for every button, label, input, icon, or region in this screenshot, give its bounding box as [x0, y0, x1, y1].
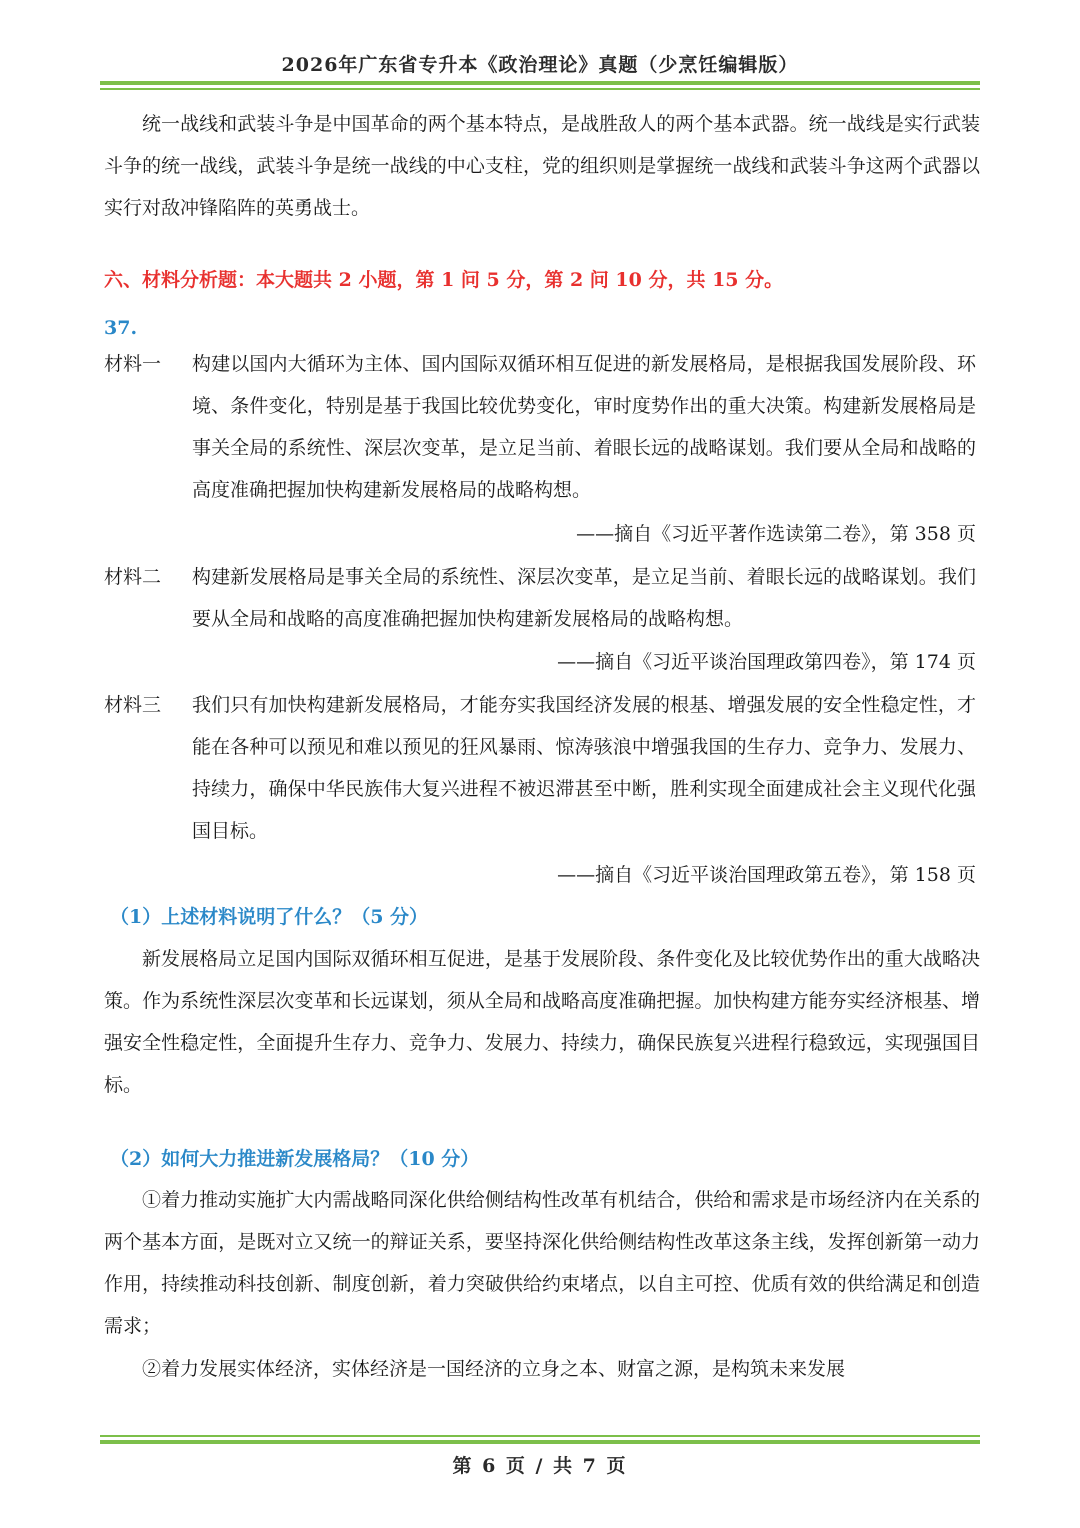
- page-header-title: 2026年广东省专升本《政治理论》真题（少烹饪编辑版）: [281, 54, 799, 76]
- sub-question-1-title: （1）上述材料说明了什么？（5 分）: [110, 906, 429, 928]
- sub-question-2-title: （2）如何大力推进新发展格局？（10 分）: [110, 1148, 480, 1170]
- material-3-source: ——摘自《习近平谈治国理政第五卷》，第 158 页: [557, 864, 976, 886]
- material-1-text: 构建以国内大循环为主体、国内国际双循环相互促进的新发展格局，是根据我国发展阶段、环境、条件变化，特别是基于我国比较优势变化，审时度势作出的重大决策。构建新发展格局是事关全局的系统性、深层次变革，是立足当前、着眼长远的战略谋划。我们要从全局和战略的高度准确把握加快构建新发展格局的战略构想。: [192, 353, 976, 501]
- page-number-footer: 第 6 页 / 共 7 页: [452, 1455, 628, 1477]
- footer-rule-thick: [100, 1440, 980, 1444]
- material-1-source: ——摘自《习近平著作选读第二卷》，第 358 页: [576, 523, 976, 545]
- question-number: 37.: [104, 317, 138, 339]
- sub-question-1-answer: 新发展格局立足国内国际双循环相互促进，是基于发展阶段、条件变化及比较优势作出的重大战略决策。作为系统性深层次变革和长远谋划，须从全局和战略高度准确把握。加快构建方能夯实经济根基、增强安全性稳定性，全面提升生存力、竞争力、发展力、持续力，确保民族复兴进程行稳致远，实现强国目标。: [104, 948, 980, 1096]
- header-rule-thin: [100, 88, 980, 90]
- sub-question-2-point-2: ②着力发展实体经济，实体经济是一国经济的立身之本、财富之源，是构筑未来发展: [142, 1358, 846, 1380]
- material-1-label: 材料一: [104, 353, 162, 375]
- material-3-label: 材料三: [104, 694, 162, 716]
- header-rule-thick: [100, 81, 980, 85]
- footer-rule-thin: [100, 1435, 980, 1437]
- material-2-source: ——摘自《习近平谈治国理政第四卷》，第 174 页: [557, 651, 976, 673]
- material-3-text: 我们只有加快构建新发展格局，才能夯实我国经济发展的根基、增强发展的安全性稳定性，才能在各种可以预见和难以预见的狂风暴雨、惊涛骇浪中增强我国的生存力、竞争力、发展力、持续力，确保中华民族伟大复兴进程不被迟滞甚至中断，胜利实现全面建成社会主义现代化强国目标。: [192, 694, 976, 842]
- sub-question-2-point-1: ①着力推动实施扩大内需战略同深化供给侧结构性改革有机结合，供给和需求是市场经济内在关系的两个基本方面，是既对立又统一的辩证关系，要坚持深化供给侧结构性改革这条主线，发挥创新第一动力作用，持续推动科技创新、制度创新，着力突破供给约束堵点，以自主可控、优质有效的供给满足和创造需求；: [104, 1189, 980, 1337]
- material-2-label: 材料二: [104, 566, 162, 588]
- section-heading: 六、材料分析题：本大题共 2 小题，第 1 问 5 分，第 2 问 10 分，共 15 分。: [104, 269, 784, 291]
- intro-paragraph: 统一战线和武装斗争是中国革命的两个基本特点，是战胜敌人的两个基本武器。统一战线是实行武装斗争的统一战线，武装斗争是统一战线的中心支柱，党的组织则是掌握统一战线和武装斗争这两个武器以实行对敌冲锋陷阵的英勇战士。: [104, 113, 980, 219]
- material-2-text: 构建新发展格局是事关全局的系统性、深层次变革，是立足当前、着眼长远的战略谋划。我们要从全局和战略的高度准确把握加快构建新发展格局的战略构想。: [192, 566, 976, 630]
